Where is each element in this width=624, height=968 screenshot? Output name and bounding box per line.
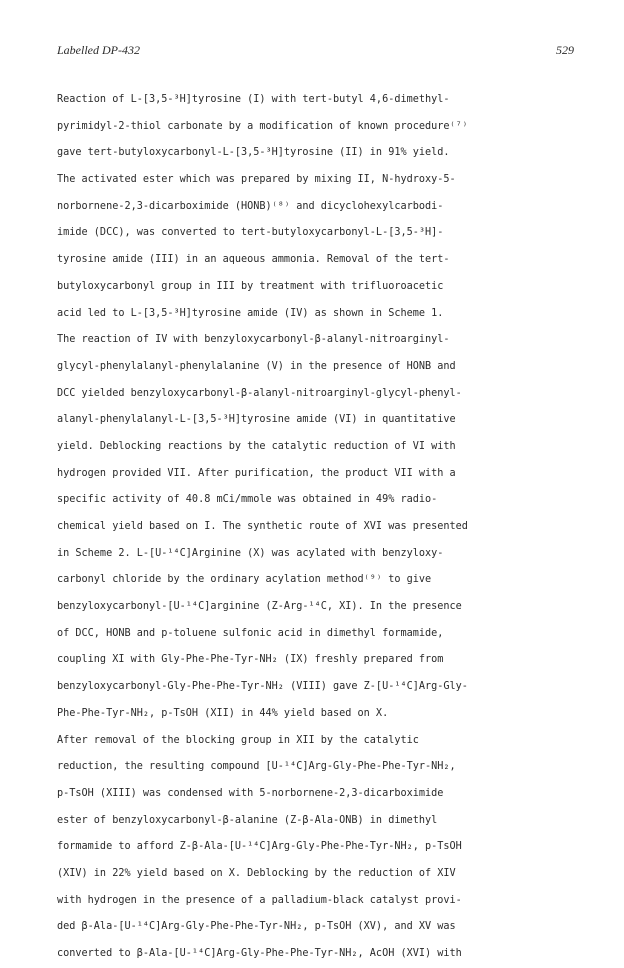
text-line: (XIV) in 22% yield based on X. Deblocking by the reduction of XIV [57,867,456,879]
text-line: Reaction of L-[3,5-³H]tyrosine (I) with tert-butyl 4,6-dimethyl- [57,94,450,105]
text-line: p-TsOH (XIII) was condensed with 5-norbornene-2,3-dicarboximide [57,787,444,799]
text-line: of DCC, HONB and p-toluene sulfonic acid in dimethyl formamide, [57,627,444,639]
text-line: imide (DCC), was converted to tert-butyloxycarbonyl-L-[3,5-³H]- [57,227,444,239]
running-title: Labelled DP-432 [57,43,140,57]
text-line: ester of benzyloxycarbonyl-β-alanine (Z-β-Ala-ONB) in dimethyl [57,814,438,826]
text-line: reduction, the resulting compound [U-¹⁴C]Arg-Gly-Phe-Phe-Tyr-NH₂, [57,761,456,773]
text-line: acid led to L-[3,5-³H]tyrosine amide (IV) as shown in Scheme 1. [57,307,444,319]
running-header [57,43,574,59]
text-line: tyrosine amide (III) in an aqueous ammonia. Removal of the tert- [57,254,450,266]
body-text [57,87,577,968]
text-line: formamide to afford Z-β-Ala-[U-¹⁴C]Arg-Gly-Phe-Phe-Tyr-NH₂, p-TsOH [57,841,462,853]
text-line: gave tert-butyloxycarbonyl-L-[3,5-³H]tyrosine (II) in 91% yield. [57,147,450,159]
text-line: converted to β-Ala-[U-¹⁴C]Arg-Gly-Phe-Phe-Tyr-NH₂, AcOH (XVI) with [57,948,462,959]
text-line: chemical yield based on I. The synthetic route of XVI was presented [57,521,468,532]
text-line: alanyl-phenylalanyl-L-[3,5-³H]tyrosine amide (VI) in quantitative [57,414,456,426]
text-line: The activated ester which was prepared by mixing II, N-hydroxy-5- [57,174,456,186]
text-line: coupling XI with Gly-Phe-Phe-Tyr-NH₂ (IX) freshly prepared from [57,654,444,666]
text-line: yield. Deblocking reactions by the catalytic reduction of VI with [57,440,456,452]
text-line: with hydrogen in the presence of a palladium-black catalyst provi- [57,894,462,906]
text-line: The reaction of IV with benzyloxycarbonyl-β-alanyl-nitroarginyl- [57,334,450,346]
text-line: carbonyl chloride by the ordinary acylation method⁽⁹⁾ to give [57,574,432,586]
text-line: glycyl-phenylalanyl-phenylalanine (V) in the presence of HONB and [57,360,456,372]
text-line: DCC yielded benzyloxycarbonyl-β-alanyl-nitroarginyl-glycyl-phenyl- [57,387,462,399]
text-line: After removal of the blocking group in XII by the catalytic [57,734,419,746]
page-number: 529 [556,43,574,57]
text-line: norbornene-2,3-dicarboximide (HONB)⁽⁸⁾ and dicyclohexylcarbodi- [57,200,444,212]
text-line: benzyloxycarbonyl-[U-¹⁴C]arginine (Z-Arg-¹⁴C, XI). In the presence [57,601,462,613]
text-line: ded β-Ala-[U-¹⁴C]Arg-Gly-Phe-Phe-Tyr-NH₂, p-TsOH (XV), and XV was [57,921,456,933]
text-line: specific activity of 40.8 mCi/mmole was obtained in 49% radio- [57,494,438,506]
text-line: hydrogen provided VII. After purification, the product VII with a [57,467,456,479]
text-line: butyloxycarbonyl group in III by treatment with trifluoroacetic [57,280,444,292]
text-line: benzyloxycarbonyl-Gly-Phe-Phe-Tyr-NH₂ (VIII) gave Z-[U-¹⁴C]Arg-Gly- [57,681,468,693]
text-line: pyrimidyl-2-thiol carbonate by a modification of known procedure⁽⁷⁾ [57,120,468,132]
text-line: Phe-Phe-Tyr-NH₂, p-TsOH (XII) in 44% yield based on X. [57,707,389,719]
text-line: in Scheme 2. L-[U-¹⁴C]Arginine (X) was acylated with benzyloxy- [57,547,444,559]
